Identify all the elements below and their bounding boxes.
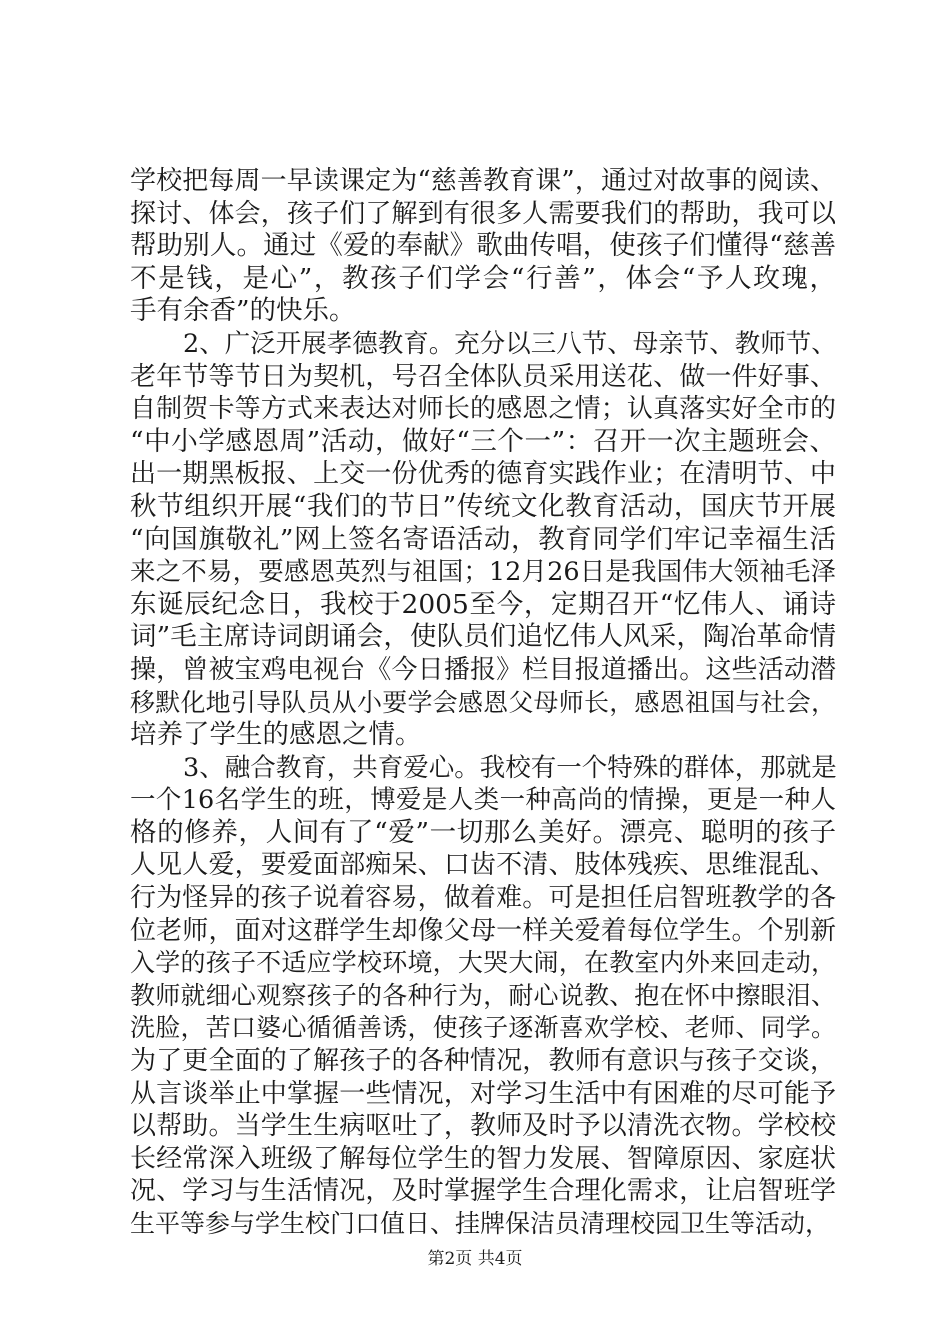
text-line: 2、广泛开展孝德教育。充分以三八节、母亲节、教师节、 [183,328,837,359]
paragraph [130,752,836,1241]
text-line: 生平等参与学生校门口值日、挂牌保洁员清理校园卫生等活动， [130,1209,831,1238]
text-line: 学校把每周一早读课定为“慈善教育课”，通过对故事的阅读、 [130,166,836,196]
paragraph [130,328,836,752]
text-line: 为了更全面的了解孩子的各种情况，教师有意识与孩子交谈， [130,1046,836,1077]
text-line: 教师就细心观察孩子的各种行为，耐心说教、抱在怀中擦眼泪、 [130,980,836,1010]
text-line: 长经常深入班级了解每位学生的智力发展、智障原因、家庭状 [130,1143,836,1174]
text-line: 3、融合教育，共育爱心。我校有一个特殊的群体，那就是 [183,752,837,783]
text-line: 出一期黑板报、上交一份优秀的德育实践作业；在清明节、中 [130,459,836,490]
text-line: 格的修养，人间有了“爱”一切那么美好。漂亮、聪明的孩子 [130,816,836,848]
text-line: 培养了学生的感恩之情。 [130,719,422,751]
text-line: 东诞辰纪念日，我校于2005至今，定期召开“忆伟人、诵诗 [130,588,836,620]
text-line: 探讨、体会，孩子们了解到有很多人需要我们的帮助，我可以 [130,198,836,229]
text-line: 老年节等节日为契机，号召全体队员采用送花、做一件好事、 [130,361,836,392]
text-line: 行为怪异的孩子说着容易，做着难。可是担任启智班教学的各 [130,883,836,914]
text-line: 来之不易，要感恩英烈与祖国；12月26日是我国伟大领袖毛泽 [130,557,836,588]
text-line: “向国旗敬礼”网上签名寄语活动，教育同学们牢记幸福生活 [130,523,836,555]
text-line: 手有余香”的快乐。 [130,295,356,327]
page-footer: 第2页 共4页 [427,1249,523,1269]
text-line: 不是钱，是心”，教孩子们学会“行善”，体会“予人玫瑰， [130,262,836,294]
text-line: 帮助别人。通过《爱的奉献》歌曲传唱，使孩子们懂得“慈善 [130,230,836,262]
text-line: 位老师，面对这群学生却像父母一样关爱着每位学生。个别新 [130,915,836,946]
text-line: 一个16名学生的班，博爱是人类一种高尚的情操，更是一种人 [130,785,836,816]
paragraph [130,165,836,328]
text-line: 词”毛主席诗词朗诵会，使队员们追忆伟人风采，陶冶革命情 [130,621,836,653]
text-line: 以帮助。当学生生病呕吐了，教师及时予以清洗衣物。学校校 [130,1111,836,1142]
text-line: 人见人爱，要爱面部痴呆、口齿不清、肢体残疾、思维混乱、 [130,850,836,881]
text-line: 入学的孩子不适应学校环境，大哭大闹，在教室内外来回走动， [130,948,836,978]
text-line: 操，曾被宝鸡电视台《今日播报》栏目报道播出。这些活动潜 [130,654,836,685]
text-line: 洗脸，苦口婆心循循善诱，使孩子逐渐喜欢学校、老师、同学。 [130,1013,836,1043]
text-line: 况、学习与生活情况，及时掌握学生合理化需求，让启智班学 [130,1176,836,1207]
document-body [130,165,836,1241]
text-line: 秋节组织开展“我们的节日”传统文化教育活动，国庆节开展 [130,490,836,522]
text-line: 移默化地引导队员从小要学会感恩父母师长，感恩祖国与社会， [130,687,836,717]
text-line: 自制贺卡等方式来表达对师长的感恩之情；认真落实好全市的 [130,394,836,425]
text-line: “中小学感恩周”活动，做好“三个一”：召开一次主题班会、 [130,425,836,457]
text-line: 从言谈举止中掌握一些情况，对学习生活中有困难的尽可能予 [130,1078,836,1109]
